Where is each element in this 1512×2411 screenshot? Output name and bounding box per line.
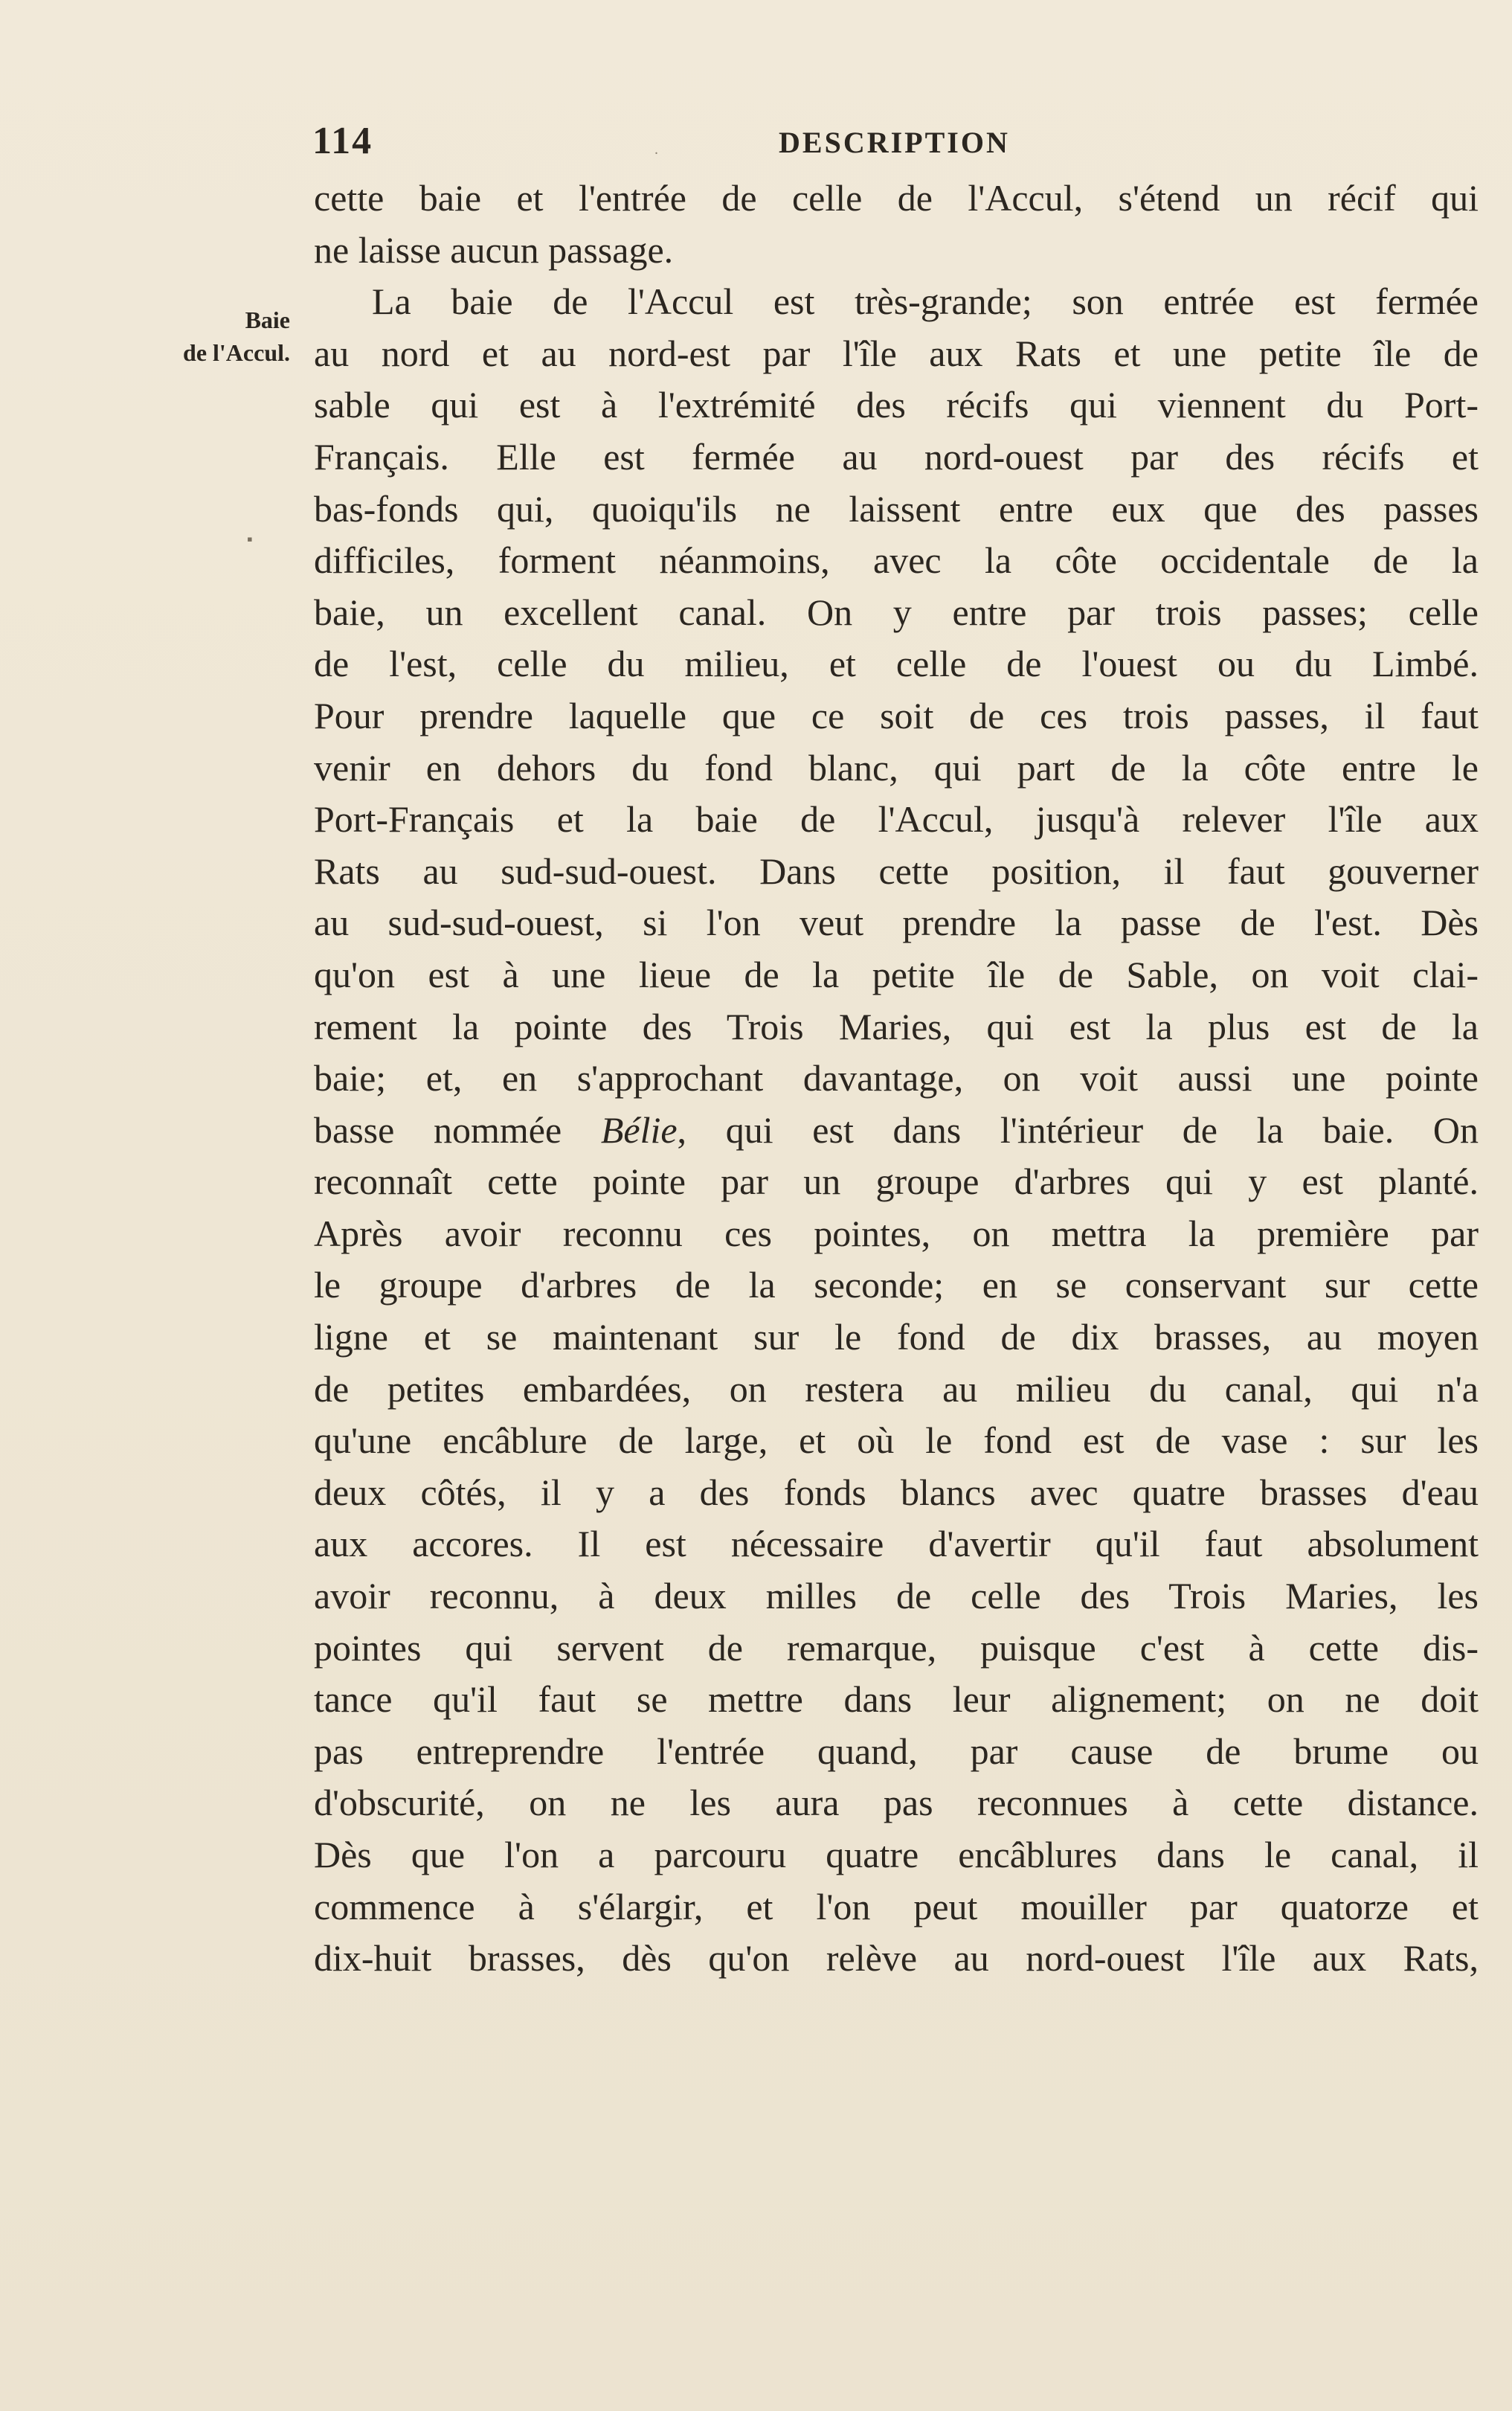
text-line: dix-huit brasses, dès qu'on relève au nord-ouest l'île aux Rats, <box>314 1937 1479 1980</box>
text-line: venir en dehors du fond blanc, qui part de la côte entre le <box>314 746 1479 789</box>
text-line-belie <box>314 1105 1479 1157</box>
text-line: reconnaît cette pointe par un groupe d'arbres qui y est planté. <box>314 1160 1479 1203</box>
text-line: au sud-sud-ouest, si l'on veut prendre la passe de l'est. Dès <box>314 902 1479 944</box>
text-line: qu'on est à une lieue de la petite île de Sable, on voit clai- <box>314 953 1479 995</box>
text-line: aux accores. Il est nécessaire d'avertir qu'il faut absolument <box>314 1523 1479 1565</box>
text-fragment: , qui est dans l'intérieur de la baie. On <box>677 1108 1479 1151</box>
text-line: avoir reconnu, à deux milles de celle des Trois Maries, les <box>314 1575 1479 1617</box>
margin-note-line-1: Baie <box>245 306 290 333</box>
text-line: sable qui est à l'extrémité des récifs qui viennent du Port- <box>314 384 1479 426</box>
text-line: cette baie et l'entrée de celle de l'Accul, s'étend un récif qui <box>314 177 1479 219</box>
body-text <box>314 173 1479 1985</box>
text-line: tance qu'il faut se mettre dans leur alignement; on ne doit <box>314 1678 1479 1721</box>
text-line: commence à s'élargir, et l'on peut mouiller par quatorze et <box>314 1885 1479 1927</box>
text-line: pointes qui servent de remarque, puisque c'est à cette dis- <box>314 1626 1479 1669</box>
text-line: ligne et se maintenant sur le fond de dix brasses, au moyen <box>314 1316 1479 1358</box>
text-line: de petites embardées, on restera au milieu du canal, qui n'a <box>314 1367 1479 1410</box>
text-line: baie; et, en s'approchant davantage, on voit aussi une pointe <box>314 1057 1479 1099</box>
text-line: d'obscurité, on ne les aura pas reconnues à cette distance. <box>314 1782 1479 1824</box>
text-line: La baie de l'Accul est très-grande; son entrée est fermée <box>372 280 1479 323</box>
text-line: Pour prendre laquelle que ce soit de ces trois passes, il faut <box>314 694 1479 736</box>
text-line: ne laisse aucun passage. <box>314 228 674 271</box>
text-line: Rats au sud-sud-ouest. Dans cette position, il faut gouverner <box>314 850 1479 892</box>
running-head: DESCRIPTION <box>779 126 1010 159</box>
text-line: de l'est, celle du milieu, et celle de l'ouest ou du Limbé. <box>314 643 1479 685</box>
text-line: le groupe d'arbres de la seconde; en se conservant sur cette <box>314 1264 1479 1306</box>
page-number: 114 <box>312 120 373 162</box>
text-line: bas-fonds qui, quoiqu'ils ne laissent entre eux que des passes <box>314 487 1479 530</box>
text-fragment: basse nommée <box>314 1108 601 1151</box>
text-line: pas entreprendre l'entrée quand, par cause de brume ou <box>314 1730 1479 1772</box>
text-line: Français. Elle est fermée au nord-ouest par des récifs et <box>314 435 1479 478</box>
text-line: qu'une encâblure de large, et où le fond est de vase : sur les <box>314 1419 1479 1462</box>
ink-speck: ▪ <box>247 530 253 548</box>
header-dot: . <box>654 141 658 158</box>
text-line: Après avoir reconnu ces pointes, on mettra la première par <box>314 1212 1479 1254</box>
text-line: baie, un excellent canal. On y entre par trois passes; celle <box>314 591 1479 633</box>
margin-note-line-2: de l'Accul. <box>183 339 290 366</box>
text-line: Dès que l'on a parcouru quatre encâblures dans le canal, il <box>314 1834 1479 1875</box>
text-line: Port-Français et la baie de l'Accul, jusqu'à relever l'île aux <box>314 798 1479 841</box>
text-line: rement la pointe des Trois Maries, qui est la plus est de la <box>314 1005 1479 1047</box>
place-name-belie: Bélie <box>600 1108 678 1151</box>
text-line: difficiles, forment néanmoins, avec la côte occidentale de la <box>314 539 1479 582</box>
page-header <box>312 119 1480 164</box>
text-line: au nord et au nord-est par l'île aux Rats et une petite île de <box>314 332 1479 374</box>
margin-note <box>149 304 290 369</box>
text-line: deux côtés, il y a des fonds blancs avec quatre brasses d'eau <box>314 1471 1479 1513</box>
